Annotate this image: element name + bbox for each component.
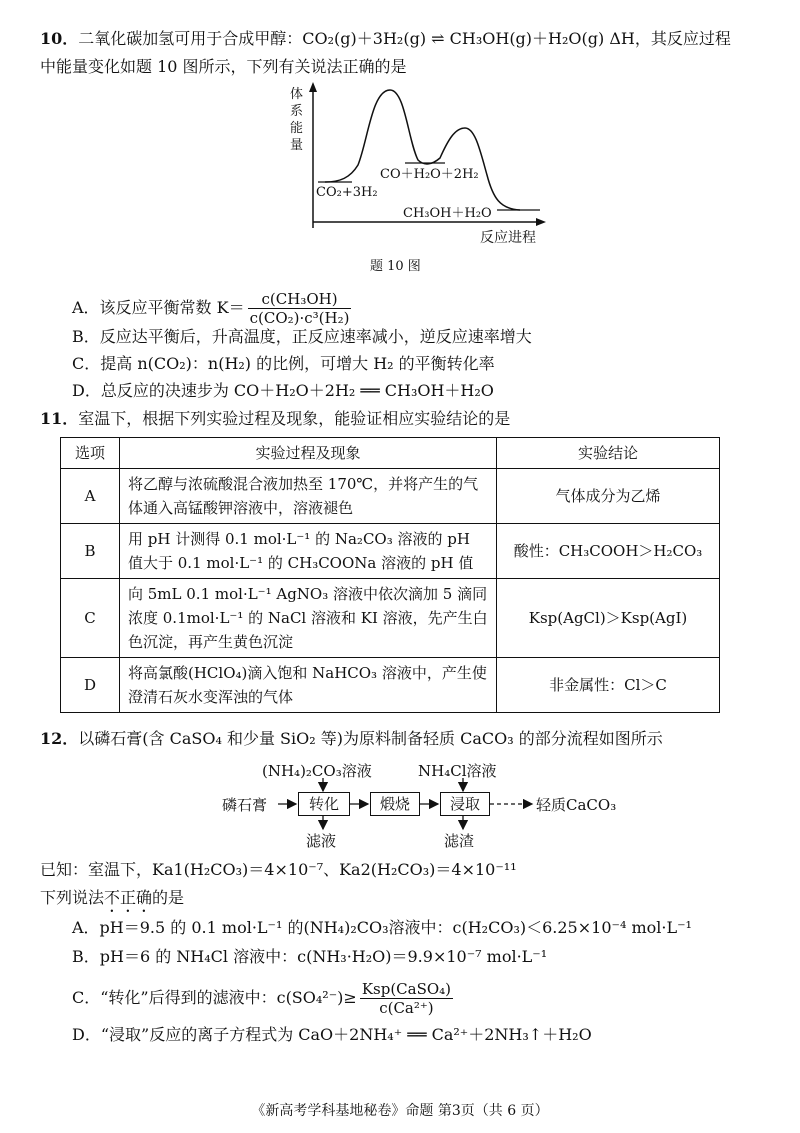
q12-option-a: A．pH＝9.5 的 0.1 mol·L⁻¹ 的(NH₄)₂CO₃溶液中：c(H₂CO₃)＜6.25×10⁻⁴ mol·L⁻¹ <box>72 918 692 937</box>
q12-ask <box>40 887 770 916</box>
k-denominator: c(CO₂)·c³(H₂) <box>249 309 350 327</box>
q12-option-d: D．“浸取”反应的离子方程式为 CaO＋2NH₄⁺ ══ Ca²⁺＋2NH₃↑＋H₂O <box>72 1025 592 1044</box>
q10-stem-text1: 二氧化碳加氢可用于合成甲醇：CO₂(g)＋3H₂(g) ⇌ CH₃OH(g)＋H₂O(g) ΔH，其反应过程 <box>78 29 731 48</box>
table-row <box>61 524 720 579</box>
q12-stem <box>40 728 770 750</box>
q12-ask-post: 的是 <box>152 888 185 907</box>
row-conclusion: 非金属性：Cl＞C <box>497 658 720 713</box>
row-option: D <box>61 658 120 713</box>
table-row <box>61 469 720 524</box>
k-fraction <box>248 290 352 327</box>
reactant-label: CO₂+3H₂ <box>316 185 378 200</box>
table-row <box>61 579 720 658</box>
q12-ask-emphasis: 不正确 <box>104 888 153 907</box>
row-process: 用 pH 计测得 0.1 mol·L⁻¹ 的 Na₂CO₃ 溶液的 pH 值大于 0.1 mol·L⁻¹ 的 CH₃COONa 溶液的 pH 值 <box>120 524 497 579</box>
row-process: 将高氯酸(HClO₄)滴入饱和 NaHCO₃ 溶液中，产生使澄清石灰水变浑浊的气体 <box>120 658 497 713</box>
header-conclusion: 实验结论 <box>497 438 720 469</box>
row-option: B <box>61 524 120 579</box>
row-option: A <box>61 469 120 524</box>
q10-stem-line1 <box>40 28 770 50</box>
x-axis-arrow <box>536 218 546 226</box>
y-axis-label-char: 体 <box>290 87 304 102</box>
q10-option-d: D．总反应的决速步为 CO＋H₂O＋2H₂ ══ CH₃OH＋H₂O <box>72 381 494 400</box>
flow-start: 磷石膏 <box>222 796 268 814</box>
q10-number: 10． <box>40 29 79 48</box>
q12-option-c <box>72 980 770 1017</box>
y-axis-label-char: 系 <box>290 104 304 119</box>
y-axis-label-char: 量 <box>290 138 304 153</box>
q12-known: 已知：室温下，Ka1(H₂CO₃)＝4×10⁻⁷、Ka2(H₂CO₃)＝4×10⁻¹¹ <box>40 860 517 879</box>
y-axis-label-char: 能 <box>290 121 304 136</box>
q11-stem-text: 室温下，根据下列实验过程及现象，能验证相应实验结论的是 <box>78 409 511 428</box>
q10-option-b: B．反应达平衡后，升高温度，正反应速率减小，逆反应速率增大 <box>72 327 532 346</box>
q10-option-c: C．提高 n(CO₂)：n(H₂) 的比例，可增大 H₂ 的平衡转化率 <box>72 354 495 373</box>
ksp-numerator: Ksp(CaSO₄) <box>361 980 452 998</box>
k-numerator: c(CH₃OH) <box>248 290 352 309</box>
q11-stem <box>40 408 770 430</box>
flow-step-convert: 转化 <box>298 792 350 816</box>
table-row <box>61 658 720 713</box>
experiment-table <box>60 437 720 713</box>
row-option: C <box>61 579 120 658</box>
flow-waste-residue: 滤渣 <box>444 832 475 850</box>
q10-option-a <box>72 290 770 327</box>
q12-option-b: B．pH＝6 的 NH₄Cl 溶液中：c(NH₃·H₂O)＝9.9×10⁻⁷ mol·L⁻¹ <box>72 947 548 966</box>
product-label: CH₃OH＋H₂O <box>403 206 492 221</box>
q10-stem-line2: 中能量变化如题 10 图所示，下列有关说法正确的是 <box>40 57 407 76</box>
header-option: 选项 <box>61 438 120 469</box>
q12-stem-text: 以磷石膏(含 CaSO₄ 和少量 SiO₂ 等)为原料制备轻质 CaCO₃ 的部分流程如图所示 <box>78 729 663 748</box>
flow-step-leach: 浸取 <box>440 792 490 816</box>
y-axis-arrow <box>309 82 317 92</box>
intermediate-label: CO＋H₂O＋2H₂ <box>380 167 479 182</box>
page-footer: 《新高考学科基地秘卷》命题 第3页（共 6 页） <box>251 1103 549 1119</box>
flow-step-calcine: 煅烧 <box>370 792 420 816</box>
row-conclusion: 酸性：CH₃COOH＞H₂CO₃ <box>497 524 720 579</box>
ksp-fraction <box>360 980 453 1017</box>
q12-ask-pre: 下列说法 <box>40 888 105 907</box>
q11-number: 11． <box>40 409 79 428</box>
table-header-row <box>61 438 720 469</box>
header-process: 实验过程及现象 <box>120 438 497 469</box>
x-axis-label: 反应进程 <box>480 230 536 246</box>
row-conclusion: 气体成分为乙烯 <box>497 469 720 524</box>
q12-number: 12． <box>40 729 79 748</box>
flow-reagent2: NH₄Cl溶液 <box>418 762 497 780</box>
figure-caption: 题 10 图 <box>370 259 421 274</box>
ksp-denominator: c(Ca²⁺) <box>379 999 434 1017</box>
flow-reagent1: (NH₄)₂CO₃溶液 <box>262 762 372 780</box>
row-process: 向 5mL 0.1 mol·L⁻¹ AgNO₃ 溶液中依次滴加 5 滴同浓度 0.1mol·L⁻¹ 的 NaCl 溶液和 KI 溶液，先产生白色沉淀，再产生黄色沉淀 <box>120 579 497 658</box>
flow-waste-filtrate: 滤液 <box>306 832 337 850</box>
q12-option-c-prefix: C．“转化”后得到的滤液中：c(SO₄²⁻)≥ <box>72 988 357 1007</box>
flow-product: 轻质CaCO₃ <box>536 796 617 814</box>
y-axis-label <box>290 86 304 154</box>
row-process: 将乙醇与浓硫酸混合液加热至 170℃，并将产生的气体通入高锰酸钾溶液中，溶液褪色 <box>120 469 497 524</box>
q10-option-a-prefix: A．该反应平衡常数 K＝ <box>72 298 245 317</box>
row-conclusion: Ksp(AgCl)＞Ksp(AgI) <box>497 579 720 658</box>
